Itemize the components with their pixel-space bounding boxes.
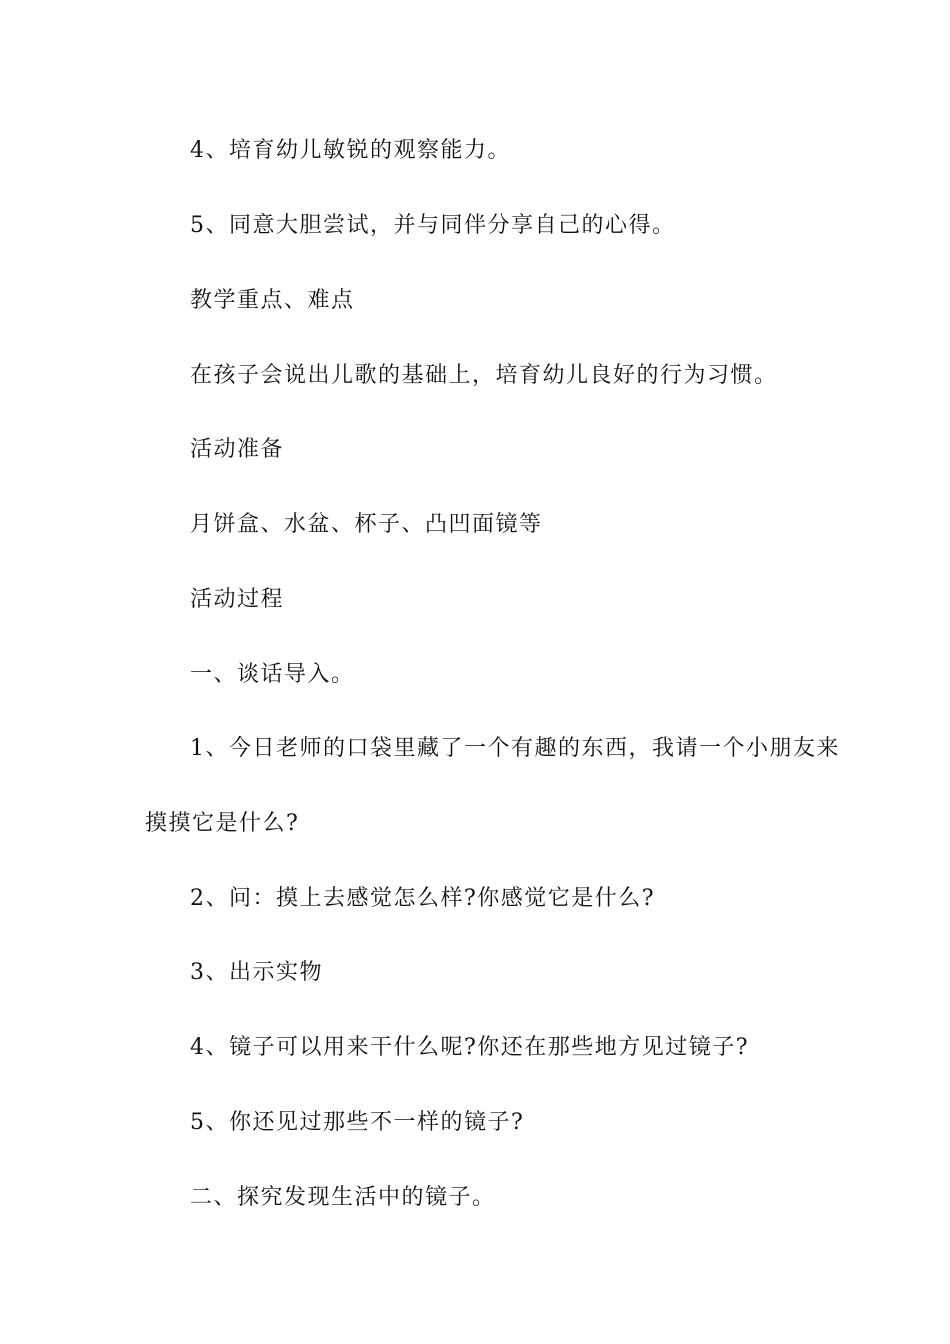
heading-preparation: 活动准备 [190,437,285,462]
step-4: 4、镜子可以用来干什么呢?你还在那些地方见过镜子? [190,1035,750,1060]
step-1-continued: 摸摸它是什么? [145,811,300,836]
step-2: 2、问：摸上去感觉怎么样?你感觉它是什么? [190,886,656,911]
heading-key-points: 教学重点、难点 [190,288,355,313]
preparation-materials: 月饼盒、水盆、杯子、凸凹面镜等 [190,512,543,537]
objective-5: 5、同意大胆尝试，并与同伴分享自己的心得。 [190,213,676,238]
step-1: 1、今日老师的口袋里藏了一个有趣的东西，我请一个小朋友来 [190,736,840,761]
step-5: 5、你还见过那些不一样的镜子? [190,1110,525,1135]
heading-process: 活动过程 [190,587,285,612]
section-2-heading: 二、探究发现生活中的镜子。 [190,1185,496,1210]
objective-4: 4、培育幼儿敏锐的观察能力。 [190,138,511,163]
key-points-text: 在孩子会说出儿歌的基础上，培育幼儿良好的行为习惯。 [190,363,778,388]
section-1-heading: 一、谈话导入。 [190,662,355,687]
step-3: 3、出示实物 [190,960,323,985]
